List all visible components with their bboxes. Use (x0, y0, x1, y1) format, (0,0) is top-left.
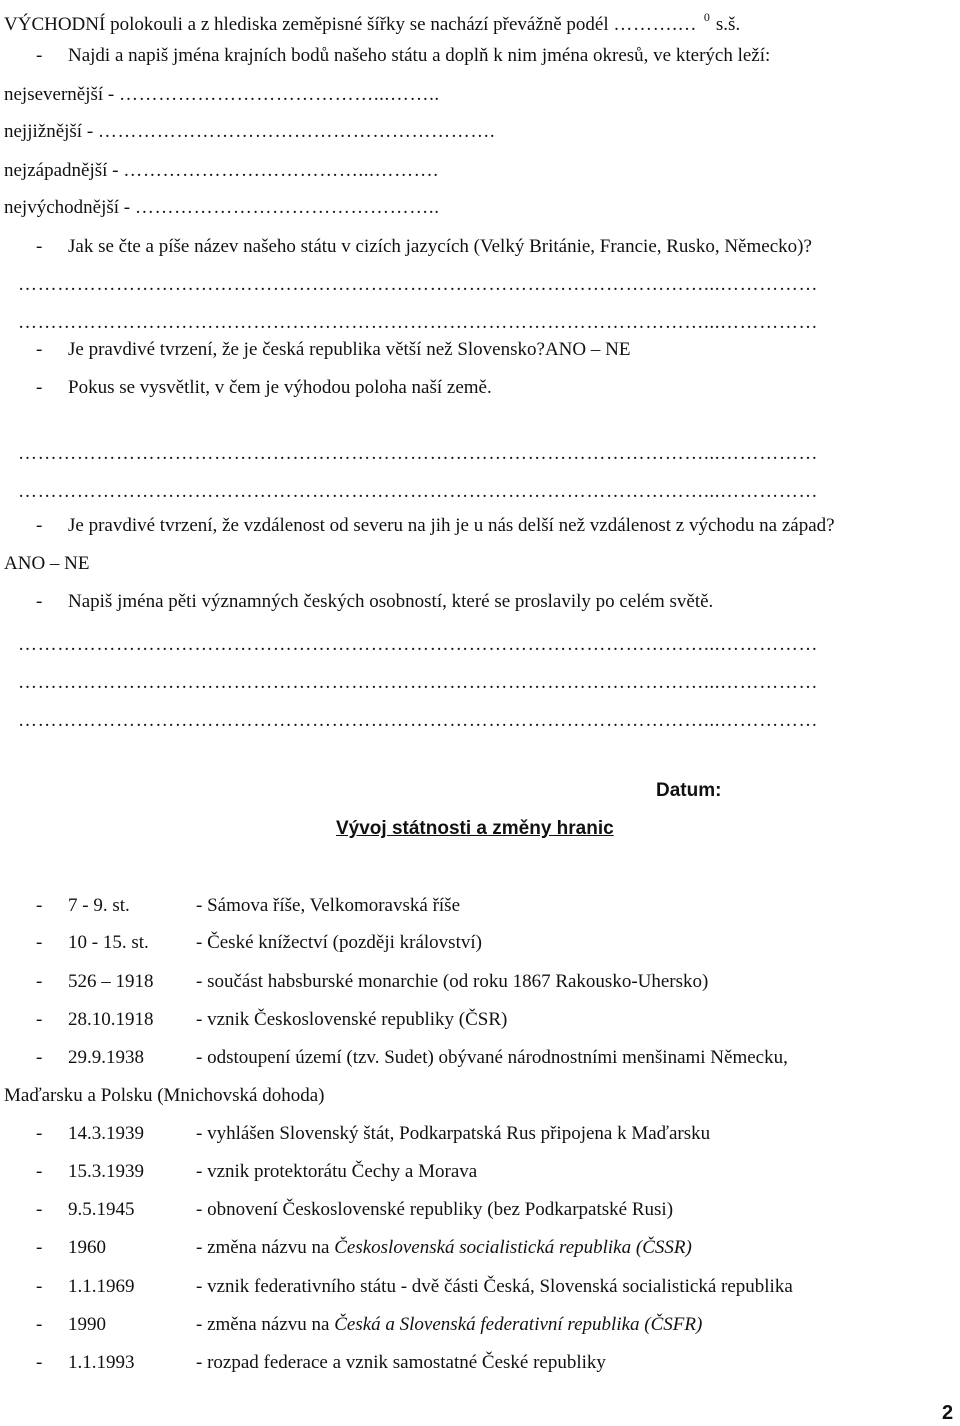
timeline-date: 15.3.1939 (68, 1161, 144, 1182)
point-label: nejjižnější - (4, 121, 94, 142)
task-extreme-points: Najdi a napiš jména krajních bodů našeho státu a doplň k nim jména okresů, ve kterých leží: (68, 45, 771, 66)
timeline-date: 526 – 1918 (68, 971, 154, 992)
answer-line[interactable]: ……………………………………………………………………………………………...…………… (18, 481, 819, 502)
bullet-dash: - (36, 1314, 43, 1335)
timeline-event-italic: Československá socialistická republika (ČSSR) (334, 1237, 692, 1258)
point-easternmost (4, 197, 440, 219)
timeline-event-prefix: - změna názvu na (196, 1314, 335, 1335)
task-distance: Je pravdivé tvrzení, že vzdálenost od severu na jih je u nás delší než vzdálenost z východu na západ? (68, 515, 835, 536)
task-position: Pokus se vysvětlit, v čem je výhodou poloha naší země. (68, 377, 492, 398)
timeline-date: 1.1.1969 (68, 1276, 135, 1297)
answer-blank[interactable]: …………………………………...…….. (119, 84, 440, 105)
answer-choice[interactable]: ANO – NE (4, 553, 90, 574)
timeline-event-italic: Česká a Slovenská federativní republika (ČSFR) (334, 1314, 703, 1335)
timeline-event: - vznik Československé republiky (ČSR) (196, 1009, 508, 1030)
timeline-event: - obnovení Československé republiky (bez Podkarpatské Rusi) (196, 1199, 674, 1220)
answer-blank[interactable]: ……………………………………………………. (97, 121, 496, 142)
degree-superscript: 0 (703, 10, 710, 24)
timeline-event: - součást habsburské monarchie (od roku 1867 Rakousko-Uhersko) (196, 971, 709, 992)
timeline-date: 10 - 15. st. (68, 932, 149, 953)
point-label: nejvýchodnější - (4, 197, 131, 218)
timeline-event-prefix: - změna názvu na (196, 1237, 335, 1258)
point-label: nejsevernější - (4, 84, 115, 105)
bullet-dash: - (36, 1123, 43, 1144)
timeline-date: 1.1.1993 (68, 1352, 135, 1373)
bullet-dash: - (36, 1276, 43, 1297)
bullet-dash: - (36, 45, 43, 66)
intro-line (4, 6, 740, 36)
answer-line[interactable]: ……………………………………………………………………………………………...…………… (18, 312, 819, 333)
bullet-dash: - (36, 236, 43, 257)
bullet-dash: - (36, 377, 43, 398)
timeline-event: - vyhlášen Slovenský štát, Podkarpatská Rus připojena k Maďarsku (196, 1123, 711, 1144)
point-westernmost (4, 160, 439, 182)
answer-blank[interactable]: ………………………………...………. (123, 160, 439, 181)
timeline-date: 28.10.1918 (68, 1009, 154, 1030)
answer-blank[interactable]: ……….… (613, 14, 698, 35)
bullet-dash: - (36, 339, 43, 360)
section-title: Vývoj státnosti a změny hranic (336, 818, 614, 839)
timeline-event: - vznik protektorátu Čechy a Morava (196, 1161, 478, 1182)
timeline-date: 29.9.1938 (68, 1047, 144, 1068)
bullet-dash: - (36, 932, 43, 953)
task-size (68, 339, 630, 361)
point-southernmost (4, 121, 495, 143)
timeline-event (196, 1314, 702, 1336)
bullet-dash: - (36, 1161, 43, 1182)
answer-line[interactable]: ……………………………………………………………………………………………...…………… (18, 443, 819, 464)
answer-line[interactable]: ……………………………………………………………………………………………...…………… (18, 274, 819, 295)
timeline-date: 1990 (68, 1314, 106, 1335)
timeline-event: - Sámova říše, Velkomoravská říše (196, 895, 461, 916)
timeline-event (196, 1237, 692, 1259)
date-label: Datum: (656, 780, 722, 801)
intro-text: VÝCHODNÍ polokouli a z hlediska zeměpisné šířky se nachází převážně podél (4, 14, 609, 35)
answer-choice[interactable]: ANO – NE (544, 339, 631, 360)
bullet-dash: - (36, 1047, 43, 1068)
timeline-event: - České knížectví (později království) (196, 932, 482, 953)
point-northernmost (4, 84, 440, 106)
timeline-event: - vznik federativního státu - dvě části Česká, Slovenská socialistická republika (196, 1276, 793, 1297)
bullet-dash: - (36, 591, 43, 612)
task-country-names: Jak se čte a píše název našeho státu v cizích jazycích (Velký Británie, Francie, Rusko, Německo)? (68, 236, 812, 257)
bullet-dash: - (36, 1009, 43, 1030)
bullet-dash: - (36, 1199, 43, 1220)
timeline-event-continuation: Maďarsku a Polsku (Mnichovská dohoda) (4, 1085, 325, 1106)
task-persons: Napiš jména pěti významných českých osobností, které se proslavily po celém světě. (68, 591, 714, 612)
bullet-dash: - (36, 971, 43, 992)
bullet-dash: - (36, 895, 43, 916)
answer-line[interactable]: ……………………………………………………………………………………………...…………… (18, 710, 819, 731)
intro-suffix: s.š. (715, 14, 741, 35)
timeline-date: 1960 (68, 1237, 106, 1258)
timeline-date: 14.3.1939 (68, 1123, 144, 1144)
timeline-event: - odstoupení území (tzv. Sudet) obývané národnostními menšinami Německu, (196, 1047, 788, 1068)
timeline-event: - rozpad federace a vznik samostatné České republiky (196, 1352, 606, 1373)
timeline-date: 9.5.1945 (68, 1199, 135, 1220)
answer-line[interactable]: ……………………………………………………………………………………………...…………… (18, 672, 819, 693)
bullet-dash: - (36, 1352, 43, 1373)
page-number: 2 (942, 1402, 954, 1424)
task-size-text: Je pravdivé tvrzení, že je česká republika větší než Slovensko? (68, 339, 545, 360)
bullet-dash: - (36, 1237, 43, 1258)
bullet-dash: - (36, 515, 43, 536)
answer-line[interactable]: ……………………………………………………………………………………………...…………… (18, 634, 819, 655)
timeline-date: 7 - 9. st. (68, 895, 130, 916)
answer-blank[interactable]: ……………………………………….. (134, 197, 440, 218)
point-label: nejzápadnější - (4, 160, 119, 181)
